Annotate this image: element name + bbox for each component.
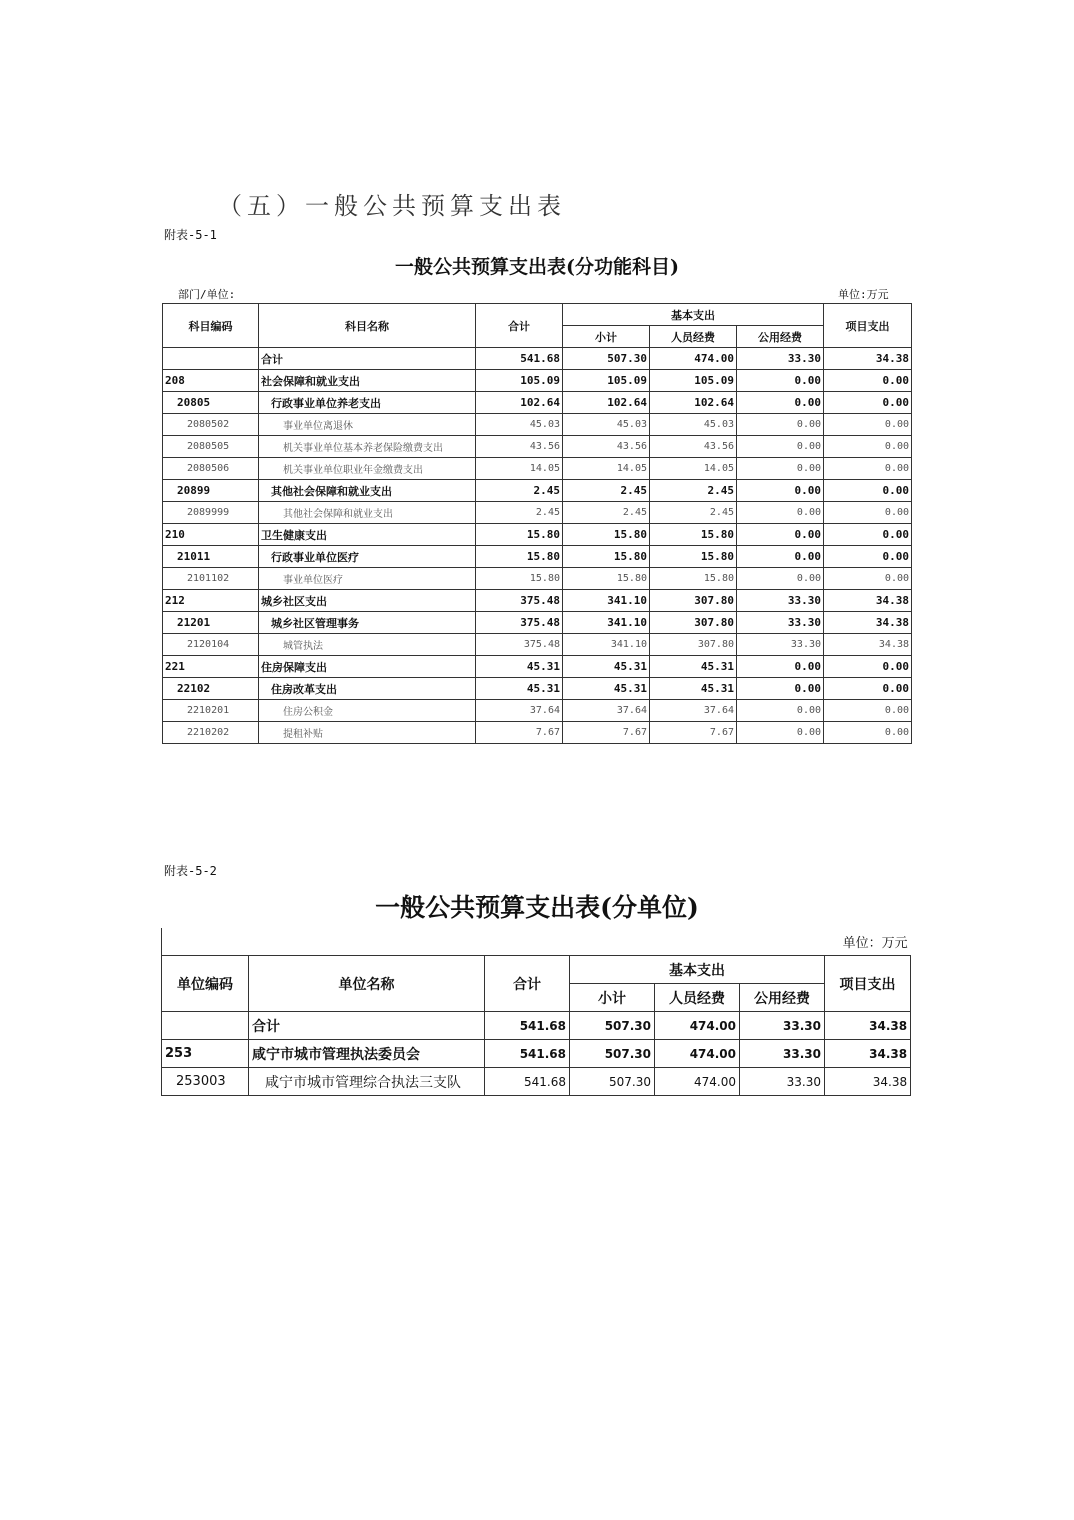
cell-personnel: 15.80	[650, 546, 737, 568]
table-row	[163, 480, 912, 502]
cell-subtotal: 105.09	[563, 370, 650, 392]
cell-code: 22102	[163, 678, 259, 700]
cell-total: 15.80	[476, 568, 563, 590]
table2-title: 一般公共预算支出表(分单位)	[375, 893, 699, 922]
cell-name: 咸宁市城市管理综合执法三支队	[249, 1068, 485, 1096]
cell-name: 城管执法	[259, 634, 476, 656]
cell-personnel: 37.64	[650, 700, 737, 722]
table2-attachment-label: 附表-5-2	[164, 864, 217, 878]
cell-public: 33.30	[740, 1040, 825, 1068]
header-personnel: 人员经费	[650, 326, 737, 348]
cell-subtotal: 507.30	[563, 348, 650, 370]
cell-public: 0.00	[737, 414, 824, 436]
unit-expenditure-table	[161, 928, 911, 1096]
header-basic: 基本支出	[563, 304, 824, 326]
cell-subtotal: 341.10	[563, 634, 650, 656]
cell-code: 2080505	[163, 436, 259, 458]
cell-public: 0.00	[737, 480, 824, 502]
cell-project: 34.38	[825, 1068, 911, 1096]
cell-name: 卫生健康支出	[259, 524, 476, 546]
cell-subtotal: 43.56	[563, 436, 650, 458]
cell-code: 208	[163, 370, 259, 392]
table-row	[163, 546, 912, 568]
cell-total: 375.48	[476, 590, 563, 612]
cell-project: 34.38	[824, 634, 912, 656]
cell-total: 541.68	[485, 1040, 570, 1068]
cell-personnel: 15.80	[650, 568, 737, 590]
cell-public: 33.30	[737, 612, 824, 634]
cell-project: 0.00	[824, 436, 912, 458]
cell-name: 事业单位医疗	[259, 568, 476, 590]
cell-name: 合计	[249, 1012, 485, 1040]
cell-public: 0.00	[737, 722, 824, 744]
cell-code: 2210202	[163, 722, 259, 744]
cell-project: 0.00	[824, 700, 912, 722]
cell-total: 105.09	[476, 370, 563, 392]
cell-total: 45.31	[476, 656, 563, 678]
cell-subtotal: 507.30	[570, 1012, 655, 1040]
cell-personnel: 7.67	[650, 722, 737, 744]
cell-subtotal: 15.80	[563, 546, 650, 568]
header-code: 科目编码	[163, 304, 259, 348]
cell-total: 15.80	[476, 546, 563, 568]
table-row	[163, 392, 912, 414]
cell-public: 33.30	[737, 348, 824, 370]
cell-total: 541.68	[476, 348, 563, 370]
cell-subtotal: 507.30	[570, 1068, 655, 1096]
cell-personnel: 45.03	[650, 414, 737, 436]
cell-personnel: 102.64	[650, 392, 737, 414]
table-row	[163, 590, 912, 612]
cell-public: 0.00	[737, 458, 824, 480]
cell-code: 21011	[163, 546, 259, 568]
table-row	[163, 370, 912, 392]
cell-subtotal: 102.64	[563, 392, 650, 414]
cell-code: 253	[162, 1040, 249, 1068]
cell-public: 0.00	[737, 392, 824, 414]
cell-code: 2080502	[163, 414, 259, 436]
cell-project: 0.00	[824, 480, 912, 502]
cell-code: 253003	[162, 1068, 249, 1096]
table1-title: 一般公共预算支出表(分功能科目)	[395, 256, 679, 278]
cell-project: 0.00	[824, 370, 912, 392]
cell-public: 33.30	[737, 590, 824, 612]
cell-personnel: 474.00	[655, 1068, 740, 1096]
cell-subtotal: 45.31	[563, 656, 650, 678]
cell-subtotal: 341.10	[563, 612, 650, 634]
cell-total: 2.45	[476, 480, 563, 502]
cell-total: 15.80	[476, 524, 563, 546]
table-row	[163, 502, 912, 524]
cell-project: 0.00	[824, 458, 912, 480]
cell-public: 0.00	[737, 700, 824, 722]
cell-code	[163, 348, 259, 370]
cell-total: 375.48	[476, 612, 563, 634]
cell-public: 0.00	[737, 502, 824, 524]
header-subtotal: 小计	[570, 984, 655, 1012]
header-total: 合计	[476, 304, 563, 348]
table-row	[163, 722, 912, 744]
header-total: 合计	[485, 956, 570, 1012]
cell-personnel: 474.00	[655, 1040, 740, 1068]
table1-unit-label: 单位:万元	[838, 288, 889, 301]
table-row	[163, 700, 912, 722]
cell-public: 0.00	[737, 678, 824, 700]
cell-code: 2210201	[163, 700, 259, 722]
cell-code: 20899	[163, 480, 259, 502]
header-code: 单位编码	[162, 956, 249, 1012]
cell-public: 0.00	[737, 546, 824, 568]
cell-personnel: 15.80	[650, 524, 737, 546]
cell-total: 541.68	[485, 1012, 570, 1040]
table-row	[163, 656, 912, 678]
cell-subtotal: 45.03	[563, 414, 650, 436]
header-subtotal: 小计	[563, 326, 650, 348]
cell-code: 212	[163, 590, 259, 612]
table-row	[162, 1012, 911, 1040]
cell-project: 0.00	[824, 524, 912, 546]
cell-name: 事业单位离退休	[259, 414, 476, 436]
cell-project: 0.00	[824, 392, 912, 414]
table-row	[163, 414, 912, 436]
cell-code: 210	[163, 524, 259, 546]
cell-name: 合计	[259, 348, 476, 370]
table-row	[162, 1068, 911, 1096]
cell-code: 2101102	[163, 568, 259, 590]
cell-code: 2120104	[163, 634, 259, 656]
cell-project: 34.38	[824, 590, 912, 612]
table-row	[162, 1040, 911, 1068]
cell-total: 7.67	[476, 722, 563, 744]
cell-public: 0.00	[737, 524, 824, 546]
cell-subtotal: 7.67	[563, 722, 650, 744]
cell-project: 0.00	[824, 546, 912, 568]
cell-code: 20805	[163, 392, 259, 414]
cell-project: 34.38	[824, 348, 912, 370]
cell-total: 45.31	[476, 678, 563, 700]
header-name: 科目名称	[259, 304, 476, 348]
cell-name: 机关事业单位职业年金缴费支出	[259, 458, 476, 480]
cell-project: 0.00	[824, 502, 912, 524]
cell-subtotal: 2.45	[563, 480, 650, 502]
cell-name: 住房保障支出	[259, 656, 476, 678]
cell-project: 0.00	[824, 656, 912, 678]
table-row	[163, 348, 912, 370]
header-personnel: 人员经费	[655, 984, 740, 1012]
table-row	[163, 678, 912, 700]
cell-project: 34.38	[824, 612, 912, 634]
cell-name: 行政事业单位医疗	[259, 546, 476, 568]
cell-project: 0.00	[824, 722, 912, 744]
cell-total: 43.56	[476, 436, 563, 458]
cell-personnel: 45.31	[650, 656, 737, 678]
table-row	[163, 634, 912, 656]
table2-unit-label: 单位：万元	[162, 928, 911, 956]
table-row	[163, 612, 912, 634]
cell-total: 14.05	[476, 458, 563, 480]
cell-name: 住房改革支出	[259, 678, 476, 700]
section-heading: （五）一般公共预算支出表	[218, 192, 566, 220]
cell-subtotal: 341.10	[563, 590, 650, 612]
cell-subtotal: 45.31	[563, 678, 650, 700]
cell-personnel: 45.31	[650, 678, 737, 700]
cell-code: 2080506	[163, 458, 259, 480]
cell-name: 住房公积金	[259, 700, 476, 722]
cell-subtotal: 37.64	[563, 700, 650, 722]
cell-project: 0.00	[824, 678, 912, 700]
cell-subtotal: 14.05	[563, 458, 650, 480]
table-row	[163, 524, 912, 546]
table-row	[163, 458, 912, 480]
cell-name: 城乡社区管理事务	[259, 612, 476, 634]
functional-expenditure-table	[162, 303, 912, 744]
header-project: 项目支出	[825, 956, 911, 1012]
cell-public: 0.00	[737, 568, 824, 590]
cell-total: 45.03	[476, 414, 563, 436]
cell-personnel: 43.56	[650, 436, 737, 458]
cell-personnel: 307.80	[650, 634, 737, 656]
cell-project: 0.00	[824, 414, 912, 436]
cell-public: 33.30	[740, 1068, 825, 1096]
header-public: 公用经费	[737, 326, 824, 348]
cell-project: 0.00	[824, 568, 912, 590]
table1-attachment-label: 附表-5-1	[164, 228, 217, 242]
cell-name: 城乡社区支出	[259, 590, 476, 612]
cell-project: 34.38	[825, 1040, 911, 1068]
cell-name: 社会保障和就业支出	[259, 370, 476, 392]
cell-personnel: 474.00	[655, 1012, 740, 1040]
cell-personnel: 2.45	[650, 502, 737, 524]
cell-personnel: 307.80	[650, 590, 737, 612]
cell-name: 行政事业单位养老支出	[259, 392, 476, 414]
cell-personnel: 105.09	[650, 370, 737, 392]
cell-total: 375.48	[476, 634, 563, 656]
cell-subtotal: 507.30	[570, 1040, 655, 1068]
cell-code: 2089999	[163, 502, 259, 524]
cell-code: 21201	[163, 612, 259, 634]
cell-name: 咸宁市城市管理执法委员会	[249, 1040, 485, 1068]
cell-code	[162, 1012, 249, 1040]
cell-personnel: 474.00	[650, 348, 737, 370]
cell-total: 37.64	[476, 700, 563, 722]
cell-subtotal: 15.80	[563, 568, 650, 590]
table-row	[163, 568, 912, 590]
cell-public: 0.00	[737, 436, 824, 458]
header-project: 项目支出	[824, 304, 912, 348]
cell-total: 2.45	[476, 502, 563, 524]
cell-name: 其他社会保障和就业支出	[259, 480, 476, 502]
cell-public: 0.00	[737, 656, 824, 678]
header-name: 单位名称	[249, 956, 485, 1012]
cell-personnel: 307.80	[650, 612, 737, 634]
cell-name: 机关事业单位基本养老保险缴费支出	[259, 436, 476, 458]
cell-subtotal: 2.45	[563, 502, 650, 524]
cell-project: 34.38	[825, 1012, 911, 1040]
cell-personnel: 2.45	[650, 480, 737, 502]
table-row	[163, 436, 912, 458]
cell-public: 0.00	[737, 370, 824, 392]
header-public: 公用经费	[740, 984, 825, 1012]
cell-subtotal: 15.80	[563, 524, 650, 546]
cell-total: 102.64	[476, 392, 563, 414]
cell-personnel: 14.05	[650, 458, 737, 480]
cell-public: 33.30	[740, 1012, 825, 1040]
cell-name: 其他社会保障和就业支出	[259, 502, 476, 524]
table1-dept-label: 部门/单位:	[178, 288, 236, 301]
cell-code: 221	[163, 656, 259, 678]
cell-public: 33.30	[737, 634, 824, 656]
header-basic: 基本支出	[570, 956, 825, 984]
cell-total: 541.68	[485, 1068, 570, 1096]
cell-name: 提租补贴	[259, 722, 476, 744]
